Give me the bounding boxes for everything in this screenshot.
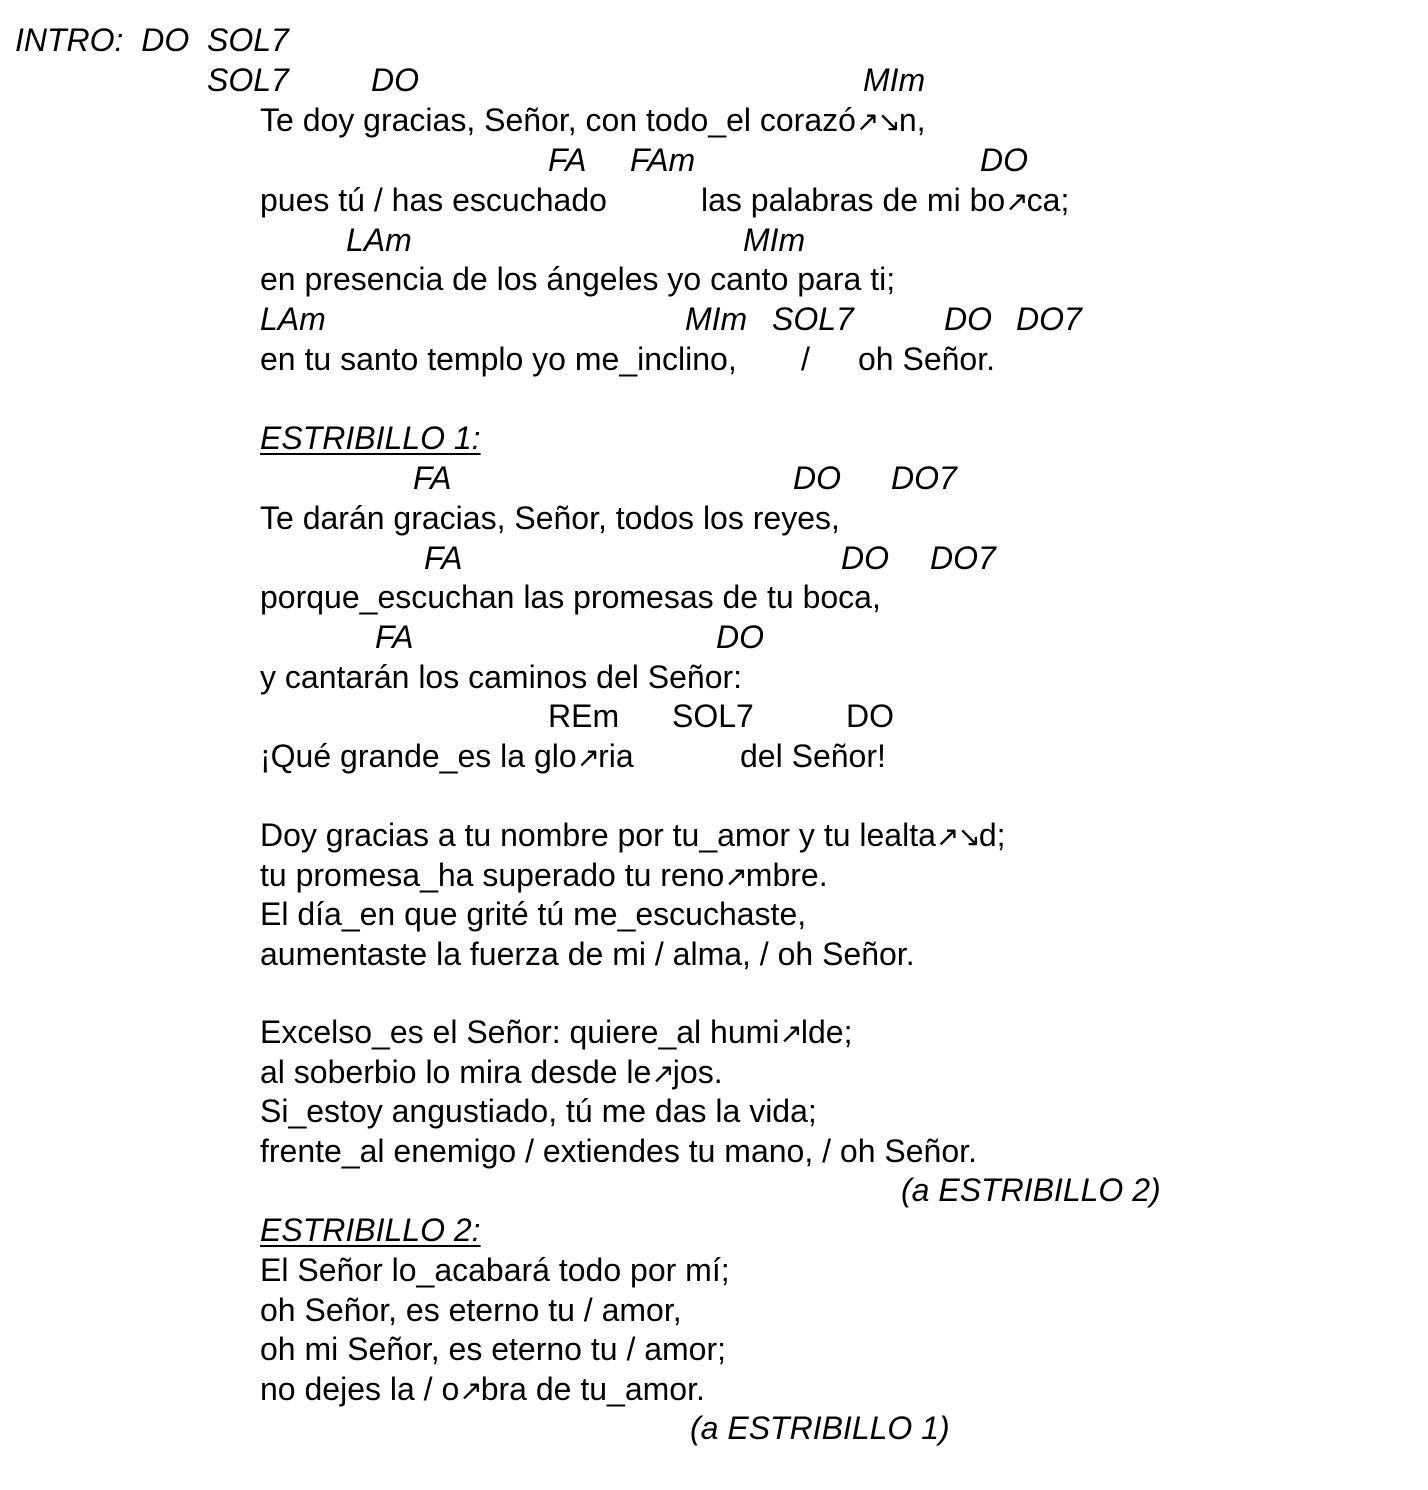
pitch-mark-icon: ↗ xyxy=(724,861,746,892)
chord: DO xyxy=(793,460,841,496)
lyric-line: porque_escuchan las promesas de tu boca, xyxy=(260,579,881,615)
pitch-mark-icon: ↗ xyxy=(1005,186,1027,217)
lyric-line-part: las palabras de mi bo↗ca; xyxy=(701,180,1069,222)
pitch-mark-icon: ↗ xyxy=(576,742,599,773)
lyric-line: frente_al enemigo / extiendes tu mano, / oh Señor. xyxy=(260,1133,977,1169)
lyric-line: y cantarán los caminos del Señor: xyxy=(260,659,743,695)
chord: LAm xyxy=(260,301,326,337)
lyric-line: en presencia de los ángeles yo canto para ti; xyxy=(260,261,896,297)
chord: DO xyxy=(980,142,1028,178)
pitch-mark-icon: ↗ xyxy=(459,1375,481,1406)
chord: FA xyxy=(424,540,463,576)
chord: FA xyxy=(413,460,452,496)
lyric-line: no dejes la / o↗bra de tu_amor. xyxy=(260,1369,705,1411)
pitch-mark-icon: ↗↘ xyxy=(935,821,979,852)
chord: DO xyxy=(371,62,419,98)
lyric-line-part: del Señor! xyxy=(740,738,886,774)
pitch-mark-icon: ↗ xyxy=(779,1018,801,1049)
chord: DO7 xyxy=(930,540,996,576)
chord: SOL7 xyxy=(672,698,754,734)
chord: DO xyxy=(716,619,764,655)
intro-chords: DO SOL7 xyxy=(141,22,289,58)
chord: MIm xyxy=(685,301,748,337)
chord: FA xyxy=(375,619,414,655)
lyric-line: oh mi Señor, es eterno tu / amor; xyxy=(260,1331,727,1367)
intro-line xyxy=(15,20,289,60)
lyric-line: El Señor lo_acabará todo por mí; xyxy=(260,1252,730,1288)
chord: REm xyxy=(548,698,620,734)
lyric-line: Si_estoy angustiado, tú me das la vida; xyxy=(260,1093,817,1129)
chord: FA xyxy=(548,142,587,178)
chord: LAm xyxy=(346,222,412,258)
lyric-line-part: / xyxy=(801,341,810,377)
chord: MIm xyxy=(743,222,806,258)
pitch-mark-icon: ↗↘ xyxy=(855,106,899,137)
chord: DO7 xyxy=(891,460,957,496)
lyric-line: oh Señor, es eterno tu / amor, xyxy=(260,1292,682,1328)
lyric-line: Doy gracias a tu nombre por tu_amor y tu lealta↗↘d; xyxy=(260,815,1006,857)
lyric-line: aumentaste la fuerza de mi / alma, / oh Señor. xyxy=(260,936,915,972)
lyric-line: Excelso_es el Señor: quiere_al humi↗lde; xyxy=(260,1012,852,1054)
lyric-line: tu promesa_ha superado tu reno↗mbre. xyxy=(260,855,828,897)
chord: MIm xyxy=(863,62,926,98)
lyric-line: pues tú / has escuchado xyxy=(260,182,607,218)
pitch-mark-icon: ↗ xyxy=(651,1058,673,1089)
lyric-line-part: oh Señor. xyxy=(858,341,995,377)
lyric-line: ¡Qué grande_es la glo↗ria xyxy=(260,736,634,778)
repeat-note: (a ESTRIBILLO 1) xyxy=(690,1410,950,1446)
chord: SOL7 xyxy=(772,301,854,337)
section-heading: ESTRIBILLO 2: xyxy=(260,1212,481,1248)
lyric-line: Te darán gracias, Señor, todos los reyes, xyxy=(260,500,840,536)
chord: SOL7 xyxy=(207,62,289,98)
section-heading: ESTRIBILLO 1: xyxy=(260,420,481,456)
chord: FAm xyxy=(630,142,696,178)
chord: DO7 xyxy=(1016,301,1082,337)
chord: DO xyxy=(841,540,889,576)
lyric-line: Te doy gracias, Señor, con todo_el corazó↗↘n, xyxy=(260,100,926,142)
chord: DO xyxy=(944,301,992,337)
intro-label: INTRO: xyxy=(15,22,124,58)
lyric-line: al soberbio lo mira desde le↗jos. xyxy=(260,1052,723,1094)
lyric-line: en tu santo templo yo me_inclino, xyxy=(260,341,737,377)
chord: DO xyxy=(846,698,894,734)
repeat-note: (a ESTRIBILLO 2) xyxy=(901,1172,1161,1208)
lyric-line: El día_en que grité tú me_escuchaste, xyxy=(260,896,807,932)
